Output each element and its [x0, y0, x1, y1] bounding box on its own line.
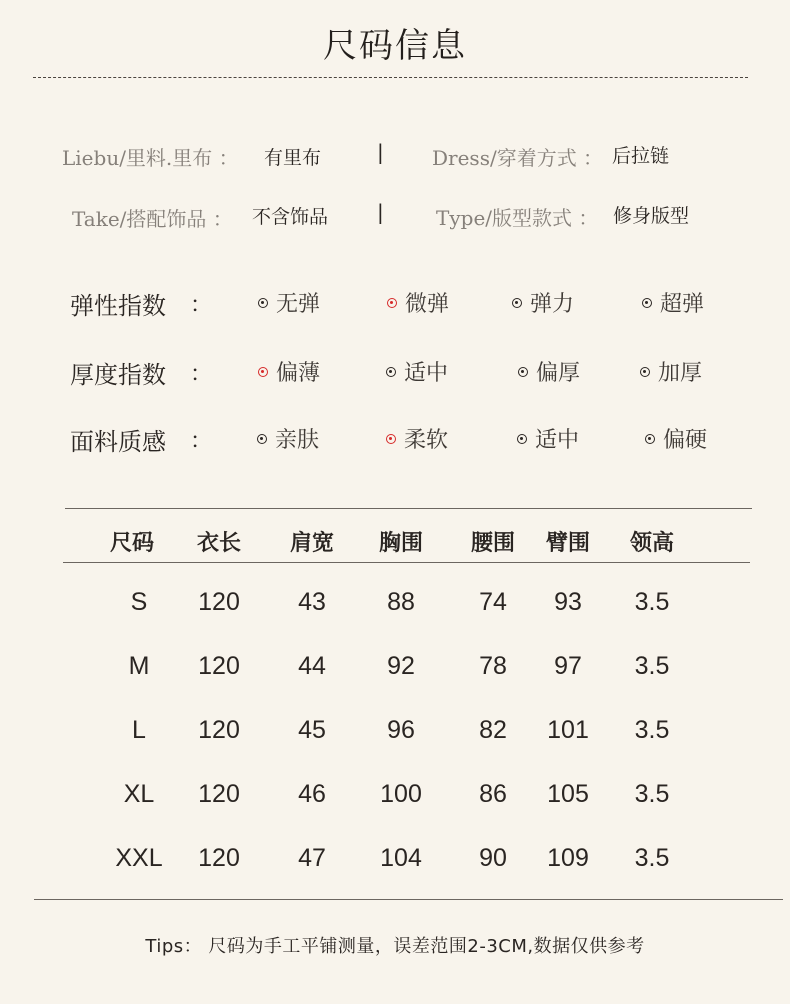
- column-header: 衣长: [196, 530, 241, 556]
- rating-option[interactable]: [386, 356, 448, 387]
- table-cell: 90: [479, 844, 507, 872]
- rating-option-label: 适中: [535, 428, 580, 453]
- rating-option-label: 偏薄: [276, 361, 321, 386]
- info-separator: |: [377, 200, 384, 224]
- table-cell: 3.5: [634, 652, 670, 680]
- lining-label: Liebu/里料.里布 ：: [62, 146, 239, 170]
- rating-option[interactable]: [257, 423, 319, 454]
- table-cell: 86: [479, 780, 507, 808]
- table-cell: S: [130, 588, 148, 616]
- table-cell: 3.5: [634, 780, 670, 808]
- table-cell: 109: [547, 844, 589, 872]
- table-cell: 3.5: [634, 844, 670, 872]
- rating-option-label: 无弹: [276, 292, 321, 317]
- table-cell: 82: [479, 716, 507, 744]
- rating-label: 面料质感: [70, 428, 166, 456]
- table-cell: 3.5: [634, 716, 670, 744]
- accessory-value: 不含饰品: [252, 206, 329, 228]
- table-cell: 101: [547, 716, 589, 744]
- table-header-rule: [63, 562, 750, 563]
- table-cell: 120: [198, 844, 240, 872]
- rating-option-label: 弹力: [530, 292, 575, 317]
- rating-label: 弹性指数: [70, 292, 166, 320]
- column-header: 腰围: [470, 530, 515, 556]
- info-separator: |: [377, 140, 384, 164]
- title-divider: [33, 77, 748, 78]
- table-cell: 43: [298, 588, 326, 616]
- radio-icon[interactable]: [257, 434, 267, 444]
- radio-selected-icon[interactable]: [387, 298, 397, 308]
- wear-method-label: Dress/穿着方式 ：: [432, 146, 604, 170]
- table-cell: 74: [479, 588, 507, 616]
- radio-icon[interactable]: [517, 434, 527, 444]
- table-cell: 45: [298, 716, 326, 744]
- fit-type-value: 修身版型: [613, 205, 690, 227]
- table-cell: 120: [198, 652, 240, 680]
- table-cell: L: [132, 716, 146, 744]
- table-cell: 46: [298, 780, 326, 808]
- rating-colon: ：: [190, 362, 213, 387]
- rating-option[interactable]: [258, 287, 320, 318]
- rating-colon: ：: [190, 293, 213, 318]
- table-bottom-rule: [34, 899, 783, 900]
- table-cell: 3.5: [634, 588, 670, 616]
- table-cell: M: [128, 652, 150, 680]
- radio-selected-icon[interactable]: [258, 367, 268, 377]
- rating-label: 厚度指数: [70, 361, 166, 389]
- column-header: 领高: [629, 530, 674, 556]
- lining-value: 有里布: [264, 147, 322, 169]
- rating-option[interactable]: [387, 287, 449, 318]
- table-cell: 120: [198, 780, 240, 808]
- table-top-rule: [65, 508, 752, 509]
- table-cell: 120: [198, 588, 240, 616]
- table-cell: 88: [387, 588, 415, 616]
- rating-option-label: 适中: [404, 361, 449, 386]
- rating-option-label: 偏厚: [536, 361, 581, 386]
- table-cell: 100: [380, 780, 422, 808]
- rating-option[interactable]: [386, 423, 448, 454]
- fit-type-label: Type/版型款式 ：: [436, 206, 599, 230]
- rating-option[interactable]: [645, 423, 707, 454]
- table-cell: 96: [387, 716, 415, 744]
- rating-option[interactable]: [518, 356, 580, 387]
- tips-text: Tips： 尺码为手工平铺测量，误差范围2-3CM,数据仅供参考: [145, 936, 645, 957]
- table-cell: XL: [123, 780, 155, 808]
- column-header: 尺码: [109, 530, 154, 556]
- table-cell: 93: [554, 588, 582, 616]
- rating-option[interactable]: [517, 423, 579, 454]
- rating-option-label: 偏硬: [663, 428, 708, 453]
- rating-option-label: 超弹: [660, 292, 705, 317]
- rating-option[interactable]: [258, 356, 320, 387]
- radio-icon[interactable]: [640, 367, 650, 377]
- table-cell: 104: [380, 844, 422, 872]
- page-title: 尺码信息: [323, 26, 467, 66]
- rating-option-label: 微弹: [405, 292, 450, 317]
- radio-icon[interactable]: [386, 367, 396, 377]
- accessory-label: Take/搭配饰品 ：: [72, 207, 233, 231]
- table-cell: 78: [479, 652, 507, 680]
- radio-icon[interactable]: [642, 298, 652, 308]
- wear-method-value: 后拉链: [612, 145, 670, 167]
- radio-icon[interactable]: [512, 298, 522, 308]
- table-cell: 105: [547, 780, 589, 808]
- rating-option[interactable]: [642, 287, 704, 318]
- radio-icon[interactable]: [258, 298, 268, 308]
- rating-option[interactable]: [640, 356, 702, 387]
- rating-option-label: 柔软: [404, 428, 449, 453]
- column-header: 臂围: [545, 530, 590, 556]
- table-cell: 44: [298, 652, 326, 680]
- table-cell: 120: [198, 716, 240, 744]
- rating-option[interactable]: [512, 287, 574, 318]
- rating-option-label: 亲肤: [275, 428, 320, 453]
- rating-colon: ：: [190, 429, 213, 454]
- rating-option-label: 加厚: [658, 361, 703, 386]
- table-cell: XXL: [115, 844, 163, 872]
- radio-icon[interactable]: [518, 367, 528, 377]
- column-header: 肩宽: [289, 530, 334, 556]
- radio-icon[interactable]: [645, 434, 655, 444]
- table-cell: 97: [554, 652, 582, 680]
- column-header: 胸围: [378, 530, 423, 556]
- table-cell: 92: [387, 652, 415, 680]
- radio-selected-icon[interactable]: [386, 434, 396, 444]
- table-cell: 47: [298, 844, 326, 872]
